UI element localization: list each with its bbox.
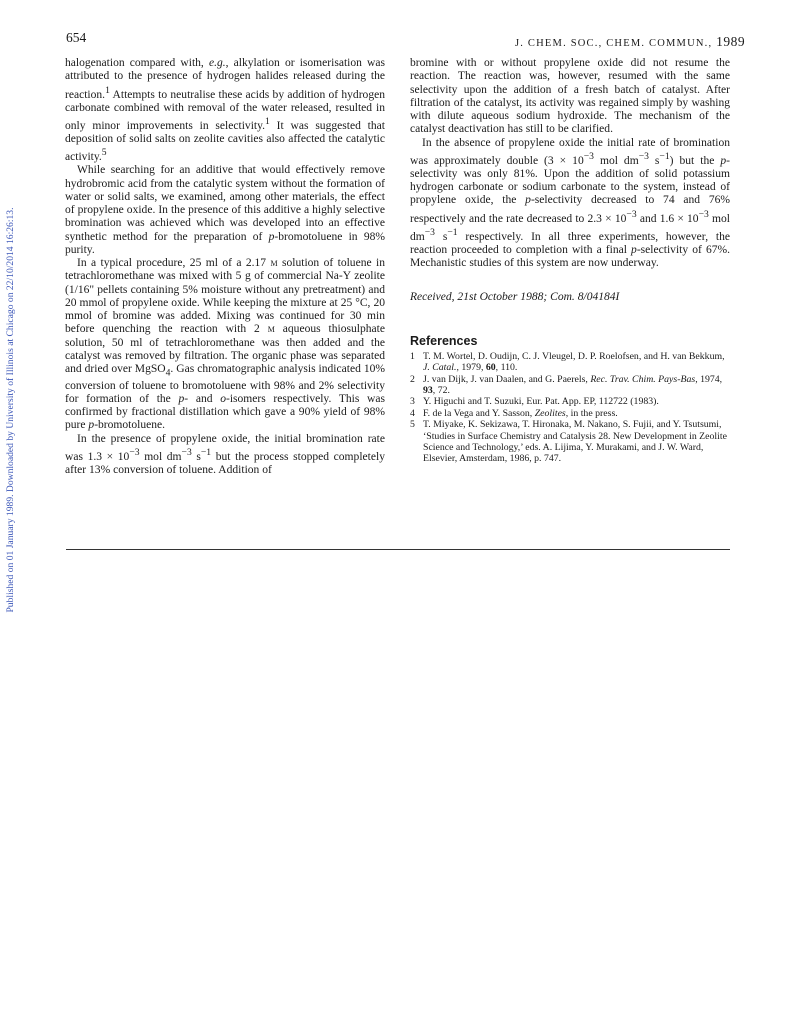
download-watermark-text: Published on 01 January 1989. Downloaded by University of Illinois at Chicago on 22/10/2014 16:26:13. xyxy=(5,207,16,613)
reference-number: 1 xyxy=(410,350,415,362)
body-paragraph: In the presence of propylene oxide, the initial bromination rate was $1.3 \times 10^{-3}$ mol $dm^{-3}$ $s^{-1}$ but the process stopped completely after 13% conversion of toluene. Addition of xyxy=(65,432,385,476)
reference-item xyxy=(410,351,730,374)
reference-text: T. M. Wortel, D. Oudijn, C. J. Vleugel, D. P. Roelofsen, and H. van Bekkum, J. Catal., 1979, 60, 110. xyxy=(423,350,725,374)
reference-text: F. de la Vega and Y. Sasson, Zeolites, in the press. xyxy=(423,407,618,419)
page-number: 654 xyxy=(66,30,87,45)
left-column xyxy=(65,57,385,477)
right-column xyxy=(410,57,730,465)
download-watermark xyxy=(4,180,18,640)
reference-number: 5 xyxy=(410,419,415,431)
reference-item xyxy=(410,408,730,419)
reference-item xyxy=(410,374,730,397)
reference-number: 3 xyxy=(410,396,415,408)
body-paragraph: halogenation compared with, e.g., alkylation or isomerisation was attributed to the presence of hydrogen halides released during the reaction.$^1$ Attempts to neutralise these acids by addition of hydrogen carbonate combined with removal of the water released, resulted in only minor improvements in selectivity.$^1$ It was suggested that deposition of solid salts on zeolite cavities also affected the catalytic activity.$^5$ xyxy=(65,57,385,164)
reference-number: 4 xyxy=(410,407,415,419)
body-paragraph: bromine with or without propylene oxide did not resume the reaction. The reaction was, however, resumed with the same selectivity upon the addition of a fresh batch of catalyst. After filtration of the catalyst, its activity was regained simply by washing with dilute aqueous sodium hydroxide. The mechanism of the catalyst deactivation has still to be clarified. xyxy=(410,57,730,136)
body-paragraph: In the absence of propylene oxide the initial rate of bromination was approximately double ($3 \times 10^{-3}$ mol $dm^{-3}$ $s^{-1}$) but the p-selectivity was only 81%. Upon the addition of solid potassium hydrogen carbonate or sodium carbonate to the system, instead of propylene oxide, the p-selectivity decreased to 74 and 76% respectively and the rate decreased to $2.3 \times 10^{-3}$ and $1.6 \times 10^{-3}$ mol $dm^{-3}$ $s^{-1}$ respectively. In all three experiments, however, the reaction proceeded to completion with a final p-selectivity of 67%. Mechanistic studies of this system are now underway. xyxy=(410,136,730,270)
body-paragraph: In a typical procedure, 25 ml of a 2.17 m solution of toluene in tetrachloromethane was mixed with 5 g of commercial Na-Y zeolite (1/16" pellets containing 5% moisture without any pretreatment) and 20 mmol of propylene oxide. While keeping the mixture at 25 °C, 20 mmol of bromine was added. Mixing was continued for 30 min before quenching the reaction with 2 m aqueous thiosulphate solution, 50 ml of tetrachloromethane was then added and the catalyst was removed by filtration. The organic phase was separated and dried over MgSO$_4$. Gas chromatographic analysis indicated 10% conversion of toluene to bromotoluene with 98% and 2% selectivity for formation of the p- and o-isomers respectively. This was confirmed by fractional distillation which gave a 90% yield of 98% pure p-bromotoluene. xyxy=(65,257,386,432)
received-line: Received, 21st October 1988; Com. 8/04184I xyxy=(410,291,620,304)
body-paragraph: While searching for an additive that would effectively remove hydrobromic acid from the catalytic system without the formation of water or solid salts, we examined, among other materials, the effect of propylene oxide. In the presence of this additive a highly selective bromination was achieved which was developed into an effective synthetic method for the preparation of p-bromotoluene in 98% purity. xyxy=(65,164,385,256)
journal-name: J. CHEM. SOC., CHEM. COMMUN., xyxy=(515,38,713,49)
bottom-rule xyxy=(66,549,730,550)
references-list xyxy=(410,351,730,465)
reference-number: 2 xyxy=(410,373,415,385)
running-head xyxy=(515,34,745,50)
references-heading: References xyxy=(410,333,478,348)
reference-text: J. van Dijk, J. van Daalen, and G. Paerels, Rec. Trav. Chim. Pays-Bas, 1974, 93, 72. xyxy=(423,373,723,396)
reference-item xyxy=(410,419,730,465)
reference-text: T. Miyake, K. Sekizawa, T. Hironaka, M. Nakano, S. Fujii, and Y. Tsutsumi, ‘Studies in Surface Chemistry and Catalysis 28. New Development in Zeolite Science and Technology,’ eds. A. Lijima, Y. Murakami, and J. W. Ward, Elsevier, Amsterdam, 1986, p. 747. xyxy=(423,419,727,465)
reference-item xyxy=(410,396,730,407)
journal-year: 1989 xyxy=(716,34,746,49)
reference-text: Y. Higuchi and T. Suzuki, Eur. Pat. App. EP, 112722 (1983). xyxy=(423,396,659,408)
